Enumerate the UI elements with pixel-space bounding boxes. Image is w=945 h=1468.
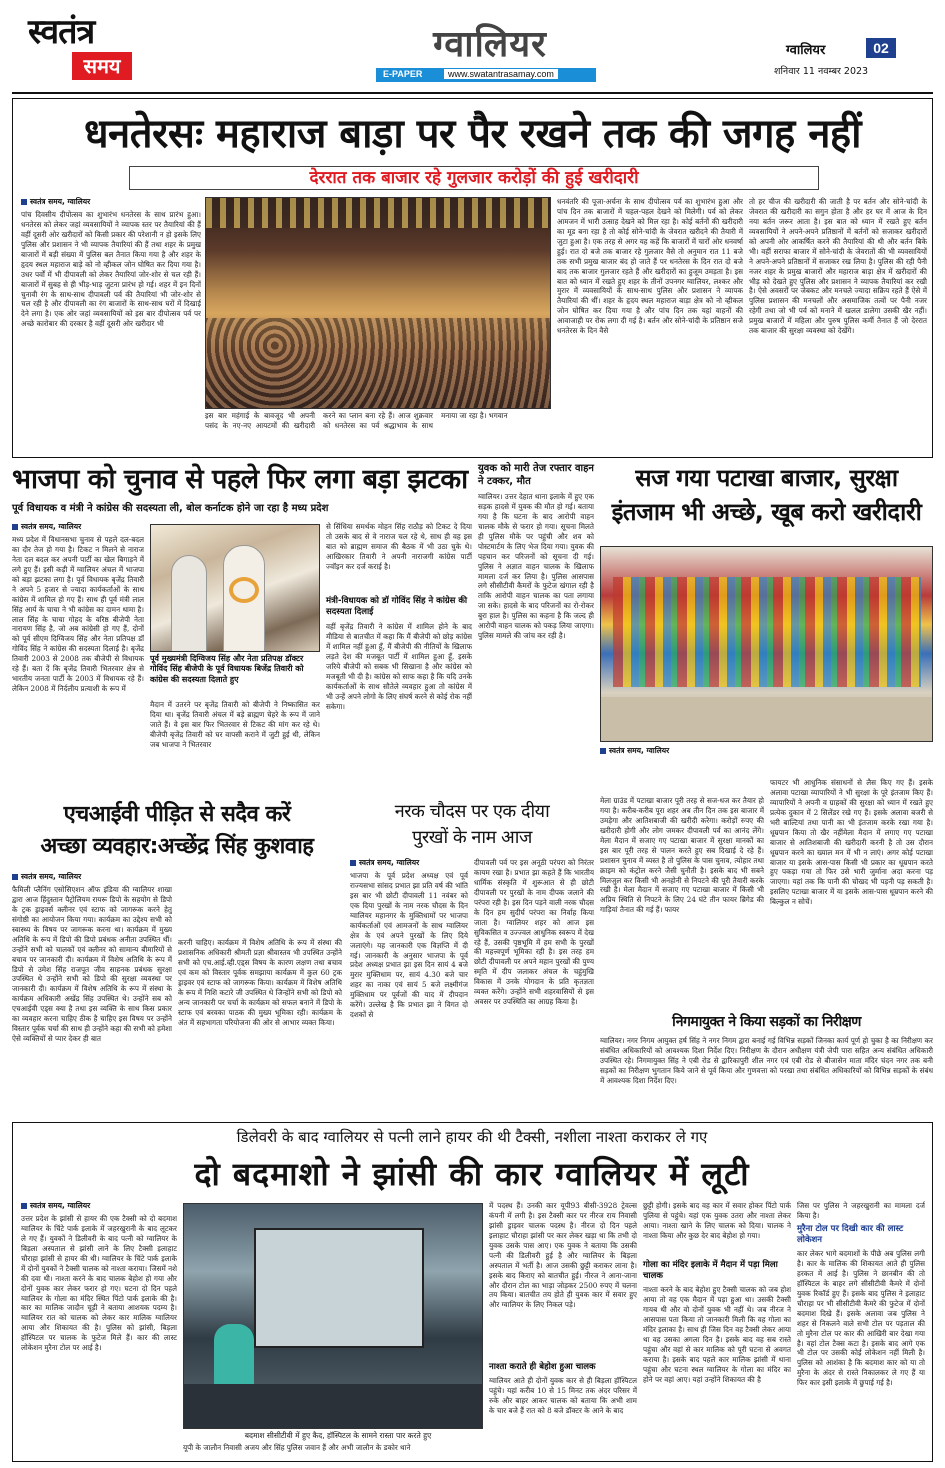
lead-byline: स्वतंत्र समय, ग्वालियर bbox=[21, 197, 201, 207]
website-link[interactable]: www.swatantrasamay.com bbox=[444, 69, 558, 79]
bjp-photo-caption: पूर्व मुख्यमंत्री दिग्विजय सिंह और नेता प्रतिपक्ष डॉक्टर गोविंद सिंह बीजेपी के पूर्व विधायक बिजेंद्र तिवारी को कांग्रेस की सदस्यता दिलाते हुए bbox=[150, 654, 304, 684]
crime-photo-cctv[interactable] bbox=[183, 1203, 483, 1429]
logo[interactable] bbox=[28, 12, 138, 82]
bjp-col3 bbox=[326, 522, 472, 794]
lead-photo-market-crowd[interactable] bbox=[205, 197, 551, 409]
crackers-story bbox=[600, 462, 933, 794]
nigam-body: ग्वालियर। नगर निगम आयुक्त हर्ष सिंह ने नगर निगम द्वारा बनाई गई विभिन्न सड़कों जिनका कार्य पूर्ण हो चुका है का निरीक्षण कर संबंधित अधिकारियों को आवश्यक दिशा निर्देश दिए। निरीक्षण के दौरान अधीक्षण यंत्री जेपी पारा सहित अन्य संबंधित अधिकारी उपस्थित रहे। निगमायुक्त सिंह ने एबी रोड से द्वारिकापुरी शील नगर एवं एबी रोड से बीजासेन माता मंदिर चंदन नगर तक बनी सड़कों का निरीक्षण भुगतान किये जाने से पूर्व किया और गुणवत्ता को परखा तथा संबंधित अधिकारियों को विभिन्न सड़कों के संबंध में आवश्यक दिशा निर्देश दिए। bbox=[600, 1036, 933, 1085]
cctv-road bbox=[184, 1384, 482, 1429]
lead-subhead: देररात तक बाजार रहे गुलजार करोड़ों की हुई खरीदारी bbox=[309, 168, 639, 188]
crime-body-2: में पदस्थ हैं। उनकी कार यूपी93 बीसी-3928 ट्रेवल्स कंपनी में लगी है। इस टैक्सी कार पर नीरज राय निवासी झांसी ड्राइवर चालक पदस्थ है। नीरज दो दिन पहले इलाहाट चौराहा झांसी पर कार लेकर खड़ा था कि तभी दो युवक उसके पास आए। एक युवक ने बताया कि उसकी पत्नी की डिलीवरी हुई है और ग्वालियर के बिड़ला अस्पताल में भर्ती है। आज उसकी छुट्टी कराकर लाना है। इसके बाद किराए को बातचीत हुई। नीरज ने आना-जाना और दौरान टोल का भाड़ा जोड़कर 2500 रुपए में चलना तय किया। बातचीत तय होते ही युवक कार में सवार हुए और ग्वालियर के लिए निकल पड़े। bbox=[489, 1201, 637, 1310]
crime-body-4b: कार लेकर भागे बदमाशों के पीछे अब पुलिस लगी है। कार के मालिक की शिकायत आते ही पुलिस हरकत में आई है। पुलिस ने छानबीन की तो हॉस्पिटल के बाहर लगे सीसीटीवी कैमरे में दोनों युवक रिकॉर्ड हुए हैं। इसके बाद पुलिस ने इलाहाट चौराहा पर भी सीसीटीवी कैमरे की फुटेज में दोनों बदमाश दिखे हैं। इसके अलावा जब पुलिस ने शहर से निकलने वाले सभी टोल पर पड़ताल की तो मुरैना टोल पर कार की आखिरी बार देखा गया है। वहां टोल टैक्स कटा है। इसके बाद आगे एक भी टोल पर उसकी कोई लोकेशन नहीं मिली है। पुलिस को आशंका है कि बदमाश कार को या तो मुरैना के अंदर से रास्ते निकालकर ले गए हैं या फिर कार इसी इलाके में छुपाई गई है। bbox=[797, 1249, 925, 1388]
crackers-headline-2[interactable]: इंतजाम भी अच्छे, खूब करो खरीदारी bbox=[611, 498, 922, 526]
crackers-counter bbox=[601, 697, 932, 742]
page-number: 02 bbox=[866, 38, 896, 58]
bjp-headline[interactable]: भाजपा को चुनाव से पहले फिर लगा बड़ा झटका bbox=[12, 464, 468, 495]
crime-body-4: जिस पर पुलिस ने जहरखुरानी का मामला दर्ज किया है। bbox=[797, 1201, 925, 1220]
lead-body-3: तो हर चीज की खरीदारी की जाती है पर बर्तन और सोने-चांदी के जेवरात की खरीदारी का सगुन होता है और हर घर में आज के दिन नया बर्तन जरूर आता है। इस बात को ध्यान में रखते हुए बर्तन व्यवसायियों ने अपने-अपने प्रतिष्ठानों में बर्तनों को सजाकर खरीदारों को अपनी ओर आकर्षित करने की तैयारियां की थी और बर्तन बिके भी। वहीं सराफा बाजार में सोने-चांदी के जेवरातों की भी व्यवसायियों ने अपने-अपने प्रतिष्ठानों में सजाकर रख लिया है। पुलिस की रही पैनी नजर शहर के प्रमुख बाजारों और महाराज बाड़ा क्षेत्र में खरीदारों की भीड़ को देखते हुए पुलिस और प्रशासन ने व्यापक तैयारियां कर रखी है। ऐसे अवसरों पर जेबकट और मनचले ज्यादा सक्रिय रहते हैं ऐसे में पुलिस प्रशासन की मनचलों और असमाजिक तत्वों पर पैनी नजर रहेगी तथा जो भी पर्व को मनाने में खलल डालेगा उसकी खैर नहीं। प्रमुख बाजारों में महिला और पुरुष पुलिस कर्मी तैनात हैं जो देररात तक बाजार की सुरक्षा व्यवस्था को देखेंगे। bbox=[749, 197, 927, 336]
bjp-photo-person-1 bbox=[171, 555, 207, 652]
nigam-brief bbox=[600, 1012, 933, 1118]
crime-body-3b: नाश्ता करने के बाद बेहोश हुए टैक्सी चालक को जब होश आया तो वह एक मैदान में पड़ा हुआ था। उसकी टैक्सी गायब थी और वो दोनों युवक भी नहीं थे। जब नीरज ने आसपास पता किया तो जानकारी मिली कि वह गोला का मंदिर इलाका है। साथ ही जिस दिन वह टैक्सी लेकर आया था वह उसका अगला दिन है। इसके बाद वह सब रास्ते पहुंचा और वहां से कार मालिक को पूरी घटना से अवगत कराया है। इसके बाद पहले कार मालिक झांसी में थाना पहुंचा और घटना स्थल ग्वालियर के गोला का मंदिर का होने पर वहां आए। यहां उन्होंने शिकायत की है bbox=[643, 1285, 791, 1384]
crime-body-2b: ग्वालियर आते ही दोनों युवक कार से ही बिड़ला हॉस्पिटल पहुंचे। यहां करीब 10 से 15 मिनट तक अंदर परिसर में रुके और बाहर आकर चालक को बताया कि अभी शाम के चार बजे हैं रात को 8 बजे डॉक्टर के आने के बाद bbox=[489, 1376, 637, 1415]
bjp-inset-heading: मंत्री-विधायक को डॉ गोविंद सिंह ने कांग्रेस की सदस्यता दिलाई bbox=[326, 596, 468, 618]
hiv-col1 bbox=[12, 872, 172, 1118]
logo-top-text: स्वतंत्र bbox=[28, 12, 95, 52]
accident-brief bbox=[478, 462, 594, 794]
lead-col1 bbox=[21, 197, 201, 452]
bjp-subhead: पूर्व विधायक व मंत्री ने कांग्रेस की सदस्यता ली, बोल कर्नाटक होने जा रहा है मध्य प्रदेश bbox=[12, 503, 329, 514]
narak-byline: स्वतंत्र समय, ग्वालियर bbox=[350, 858, 468, 868]
photo-crowd bbox=[206, 318, 550, 409]
crackers-headline-1[interactable]: सज गया पटाखा बाजार, सुरक्षा bbox=[635, 464, 898, 492]
bjp-col1 bbox=[12, 522, 144, 794]
bjp-photo-garland bbox=[229, 577, 259, 603]
crime-body-1: उत्तर प्रदेश के झांसी से हायर की एक टैक्सी को दो बदमाश ग्वालियर के चिंटे पार्क इलाके में जहरखुरानी के बाद लूटकर ले गए हैं। युवकों ने डिलीवरी के बाद पत्नी को ग्वालियर के बिड़ला अस्पताल से झांसी लाने के लिए टैक्सी इलाहाट चौराहा झांसी से हायर की थी। ग्वालियर के चिंटे पार्क इलाके में दोनों युवकों ने टैक्सी चालक को नाश्ता कराया। जिसमें नशे की दवा थी। नाश्ता करने के बाद चालक बेहोश हो गया और दोनों युवक कार लेकर फरार हो गए। घटना दो दिन पहले ग्वालियर के गोला का मंदिर स्थित पिंटो पार्क इलाके की है। कार का मालिक जादौन चूड़ी ने बताया आशयक पदम्य है। ग्वालियर रात को चालक को लेकर कार मालिक ग्वालियर आया और शिकायत की है। पुलिस को झांसी, बिड़ला हॉस्पिटल पर चालक के फुटेज मिले हैं। कार की लास्ट लोकेशन मुरैना टोल पर आई है। bbox=[21, 1214, 177, 1353]
narak-body-2: दीपावली पर्व पर इस अनूठी परंपरा को निरंतर कायम रखा है। प्रभात झा कहते हैं कि भारतीय धार्मिक संस्कृति में शुरूआत से ही छोटी दीपावली पर पुरखों के नाम दीपक जलाने की परंपरा रही है। इस दिन पड़ने वाली नरक चौदस के दिन हम सुदीर्घ परंपरा का निर्वाह किया जाता है। ग्वालियर शहर को आज इस सुविकसित व उज्ज्वल आधुनिक स्वरूप में देख रहे हैं, उसकी पृष्ठभूमि में हम सभी के पुरखों की महत्त्वपूर्ण भूमिका रही है। इस तरह हम छोटी दीपावली पर अपने महान पुरखों की पुण्य स्मृति में दीप जलाकर अंचल के चहुंमुखि विकास में उनके योगदान के प्रति कृतज्ञता व्यक्त करेंगे। उन्होंने सभी शहरवासियों से इस अवसर पर उपस्थिति का आग्रह किया है। bbox=[474, 858, 594, 1007]
crime-kicker: डिलेवरी के बाद ग्वालियर से पत्नी लाने हायर की थी टैक्सी, नशीला नाश्ता कराकर ले गए bbox=[236, 1128, 708, 1146]
crime-col2 bbox=[489, 1201, 637, 1457]
crackers-photo-shop[interactable] bbox=[600, 546, 933, 742]
bjp-story bbox=[12, 462, 472, 794]
lead-photo-caption: इस बार महंगाई के बावजूद भी अपनी पसंद के नए-नए आयटमों की खरीदारी करने का प्लान बना रहे हैं। आज शुक्रवार को धनतेरस का पर्व श्रद्धाभाव के साथ मनाया जा रहा है। भगवान bbox=[205, 411, 508, 430]
masthead bbox=[0, 0, 945, 92]
crackers-shelves bbox=[613, 577, 921, 687]
bjp-photo-joining[interactable] bbox=[150, 524, 320, 652]
narak-story bbox=[350, 800, 594, 1118]
crackers-body-2: फायटर भी आधुनिक संसाधनों से लैस किए गए हैं। इसके अलावा पटाखा व्यापारियों ने भी सुरक्षा के पूरे इंतजाम किए हैं। व्यापारियों ने अपनी व ग्राहकों की सुरक्षा को ध्यान में रखते हुए प्रत्येक दुकान में 2 सिलेंडर रखे गए हैं। इसके अलावा बजरी से भरी बाल्टियां तथा पानी का भी इंतजाम करके रखा गया है। धूम्रपान किया तो खैर नहींमेला मैदान में लगाए गए पटाखा बाजार से आतिशबाजी की खरीदारी करनी है तो उस दौरान धूम्रपान करने का ख्याल मन में भी न लाएं। अगर कोई पटाखा बाजार या इसके आस-पास किसी भी प्रकार का धूम्रपान करते हुए पकड़ा गया तो फिर उसे भारी जुर्माना अदा करना पड़ जाएगा। यहां तक कि पानी की चोखद भी पड़नी पड़ सकती है। इसलिए पटाखा बाजार में या इसके आस-पास धूम्रपान करने की बिल्कुल न सोचें। bbox=[770, 778, 933, 907]
lead-body-2: धनवंतरि की पूजा-अर्चना के साथ दीपोत्सव पर्व का शुभारंभ हुआ और पांच दिन तक बाजारों में चहल-पहल देखने को मिलेगी। पर्व को लेकर आमजन में भारी उत्साह देखने को मिल रहा है। कोई बर्तनों की खरीदारी का मूड बना रहा है तो कोई सोने-चांदी के जेवरात खरीदने की तैयारी में जुटा हुआ है। एक तरह से अगर यह कहें कि बाजारों में चारों ओर धनवर्षा हुई। रात दो बजे तक बाजार रहे गुलजार वैसे तो अनुमान रात 11 बजे तक सभी प्रमुख बाजार बंद हो जाते हैं पर धनतेरस के दिन रात दो बजे बाद तक बाजार गुलजार रहते हैं और खरीदारों का हुजूम उमड़ता है। इस बात को ध्यान में रखते हुए शहर के तीनों उपनगर ग्वालियर, लश्कर और मुरार में व्यवसायियों के साथ-साथ पुलिस और प्रशासन ने व्यापक तैयारियां की थीं। शहर के हृदय स्थल महाराज बाड़ा क्षेत्र को नो व्हीकल जोन घोषित कर दिया गया है और पांच दिन तक यहां वाहनों की आवाजाही पर रोक लगा दी गई है। बर्तन और सोने-चांदी के प्रतिष्ठान सजे धनतेरस के दिन वैसे bbox=[557, 197, 743, 336]
crime-headline[interactable]: दो बदमाशो ने झांसी की कार ग्वालियर में लूटी bbox=[194, 1155, 750, 1193]
crackers-body-1: मेला ग्राउंड में पटाखा बाजार पूरी तरह से सज-धज कर तैयार हो गया है। करीब-करीब पूरा शहर अब तीन दिन तक इस बाजार में उमड़ेगा और आतिशबाजी की खरीदी करेगा। करोड़ों रुपए की खरीदारी होगी और लोग जमकर दीपावली पर्व का आनंद लेंगे। मेला मैदान में सजाए गए पटाखा बाजार में सुरक्षा मानकों का इस बार पूरी तरह से पालन करते हुए सब दिखाई दे रहे हैं। प्रशासन चुनाव में व्यस्त है तो पुलिस के पास चुनाव, त्योहार तथा क्राइम को कंट्रोल करने जैसी चुनौती है। इसके बाद भी सबने मिलजुल कर किसी भी अनहोनी से निपटने की पूरी तैयारी करके रखी है। मेला मैदान में सजाए गए पटाखा बाजार में किसी भी अप्रिय स्थिति से निपटने के लिए 24 घंटे तीन फायर ब्रिगेड की गाड़ियां तैनात की गई हैं। फायर bbox=[600, 796, 764, 915]
crime-subhead-1: नाश्ता कराते ही बेहोश हुआ चालक bbox=[489, 1362, 596, 1372]
edition-name: ग्वालियर bbox=[786, 43, 826, 58]
accident-body: ग्वालियर। उत्तर देहात थाना इलाके में हुए एक सड़क हादसे में युवक की मौत हो गई। बताया गया है कि घटना के बाद आरोपी वाहन चालक मौके से फरार हो गया। सूचना मिलते ही पुलिस मौके पर पहुंची और शव को पोस्टमार्टम के लिए भेज दिया गया। युवक की पहचान कर परिजनों को सूचना दी गई। पुलिस ने अज्ञात वाहन चालक के खिलाफ मामला दर्ज कर लिया है। पुलिस आसपास लगे सीसीटीवी कैमरों के फुटेज खंगाल रही है ताकि आरोपी वाहन चालक का पता लगाया जा सके। हादसे के बाद परिजनों का रो-रोकर बुरा हाल है। पुलिस का कहना है कि जल्द ही आरोपी वाहन चालक को पकड़ लिया जाएगा। पुलिस मामले की जांच कर रही है। bbox=[478, 492, 594, 641]
crime-photo-caption: बदमाश सीसीटीवी में हुए कैद, हॉस्पिटल के सामने रास्ता पार करते हुए bbox=[244, 1431, 432, 1440]
crime-col1 bbox=[21, 1201, 177, 1457]
narak-headline-1[interactable]: नरक चौदस पर एक दीया bbox=[394, 801, 550, 822]
crime-subhead-2: गोला का मंदिर इलाके में मैदान में पड़ा मिला चालक bbox=[643, 1260, 778, 1282]
accident-headline[interactable]: युवक को मारी तेज रफ्तार वाहन ने टक्कर, मौत bbox=[478, 463, 594, 487]
epaper-label: E-PAPER bbox=[383, 69, 423, 79]
crime-story bbox=[12, 1122, 933, 1462]
masthead-rule bbox=[12, 92, 933, 94]
bjp-byline: स्वतंत्र समय, ग्वालियर bbox=[12, 522, 144, 532]
hiv-byline: स्वतंत्र समय, ग्वालियर bbox=[12, 872, 172, 882]
hiv-body-1: फैमिली प्लैनिंग एसोसिएशन ऑफ इंडिया की ग्वालियर शाखा द्वारा आज हिंदुस्तान पैट्रोलियम रायरू डिपो के सहयोग से डिपो के ट्रक ड्राइवर्स क्लीनर एवं स्टाफ को जागरूक करने हेतु संगोष्ठी का आयोजन किया गया। कार्यक्रम का उद्देश्य सभी को स्वास्थ्य के विषय पर जागरूक करना था। कार्यक्रम में मुख्य अतिथि के रूप में डिपो की डिपो प्रबंधक अनीता उपस्थित थीं। उन्होंने सभी को चालकों एवं क्लीनर को सामान्य बीमारियों से बचाव पर जानकारी दी। कार्यक्रम में विशेष अतिथि के रूप में डिपो से उमेश सिंह राजपूत जीव साहनक प्रबंधक सुरक्षा उपस्थित थे उन्होंने सभी को डिपो की सुरक्षा व्यवस्था पर जानकारी दी। कार्यक्रम में विशेष अतिथि के रूप में संस्था के कार्यक्रम अधिकारी अखेंद्र सिंह उपस्थित थे। उन्होंने सब को एचआईवी एड्स क्या है तथा इस व्यक्ति के साथ किस प्रकार का व्यवहार करना चाहिए ठीक है चाहिए इस विषय पर उन्होंने विस्तार पूर्वक चर्चा की साथ ही उन्होंने कहा की सभी को हमेशा ऐसे व्यक्तियों से प्यार देकर ही बात bbox=[12, 885, 172, 1044]
crackers-byline: स्वतंत्र समय, ग्वालियर bbox=[600, 746, 669, 756]
logo-bottom-text: समय bbox=[72, 52, 132, 80]
lead-story bbox=[12, 98, 933, 458]
hiv-story bbox=[12, 800, 342, 1118]
crime-col4 bbox=[797, 1201, 925, 1457]
hiv-headline-2[interactable]: अच्छा व्यवहार:अच्छेंद्र सिंह कुशवाह bbox=[40, 834, 314, 859]
bjp-body-2: मैदान में उतरने पर बृजेंद्र तिवारी को बीजेपी ने निष्कासित कर दिया था। बृजेंद्र तिवारी अंचल में बड़े ब्राह्मण चेहरे के रूप में जाने जाते हैं। वे इस बार फिर भितरवार से टिकट की मांग कर रहे थे। बीजेपी बृजेंद्र तिवारी को घर वापसी कराने में जुटी हुई थी, लेकिन जब भाजपा ने भितरवार bbox=[150, 700, 320, 749]
bjp-body-4: वहीं बृजेंद्र तिवारी ने कांग्रेस में शामिल होने के बाद मीडिया से बातचीत में कहा कि मैं बीजेपी को छोड़ कांग्रेस में शामिल नहीं हुआ हूँ, मैं बीजेपी की नीतियों के खिलाफ लड़ते देश की मजबूत पार्टी में शामिल हुआ हूँ, इसके जरिये बीजेपी को सबक भी सिखाना है और कांग्रेस को मजबूती भी दी है। कांग्रेस को साफ कहा है कि यदि उनके कार्यकर्ताओं के साथ सौतेले व्यवहार हुआ तो कांग्रेस में भी उन्हें अपने लोगो के लिए संघर्ष करने से कोई रोक नहीं सकेगा। bbox=[326, 622, 472, 711]
bjp-body-3: से सिंधिया समर्थक मोहन सिंह राठौड़ को टिकट दे दिया तो उसके बाद से वे नाराज चल रहे थे, साथ ही वह इस बात को ब्राह्मण समाज की बैठक में भी उठा चुके थे। आखिरकार तिवारी ने अपनी नाराजगी कांग्रेस पार्टी ज्वॉइन कर दर्ज कराई है। bbox=[326, 522, 472, 571]
lead-headline[interactable]: धनतेरसः महाराज बाड़ा पर पैर रखने तक की जगह नहीं bbox=[83, 111, 862, 157]
hiv-headline-1[interactable]: एचआईवी पीड़ित से सदैव करें bbox=[63, 802, 291, 827]
narak-headline-2[interactable]: पुरखों के नाम आज bbox=[412, 827, 532, 848]
hiv-body-2: करनी चाहिए। कार्यक्रम में विशेष अतिथि के रूप में संस्था की प्रशासनिक अधिकारी श्रीमती प्रज्ञा श्रीवास्तव भी उपस्थित उन्होंने सभी को एच.आई.व्ही.एड्स विषय के कारण लक्षण तथा बचाव एवं कम को विस्तार पूर्वक समझाया कार्यक्रम में कुल 60 ट्रक ड्राइवर एवं स्टाफ को जागरूक किया। कार्यक्रम में विशेष अतिथि के रूप में निशि कटारे जी उपस्थित थे जिन्होंने सभी को डिपो को अन्य जानकारी पर चर्चा के कार्यक्रम को सफल बनाने में डिपो के स्टाफ एवं बरवका पाठक की मुख्य भूमिका रही। कार्यक्रम के अंत में सहभागता परियोजना की ओर से आभार व्यक्त किया। bbox=[178, 938, 342, 1027]
issue-date: शनिवार 11 नवम्बर 2023 bbox=[774, 66, 869, 77]
nigam-headline[interactable]: निगमायुक्त ने किया सड़कों का निरीक्षण bbox=[672, 1014, 861, 1030]
narak-col1 bbox=[350, 858, 468, 1118]
bjp-body-1: मध्य प्रदेश में विधानसभा चुनाव से पहले दल-बदल का दौर तेज हो गया है। टिकट न मिलने से नाराज नेता दल बदल कर अपनी पार्टी का खेल बिगाड़ने में लगे हुए हैं। इसी कड़ी में ग्वालियर अंचल में भाजपा को बड़ा झटका लगा है। पूर्व विधायक बृजेंद्र तिवारी ने अपने 5 हजार से ज्यादा कार्यकर्ताओं के साथ कांग्रेस में शामिल हो गए हैं। साथ ही पूर्व मंत्री लाल सिंह आर्य के चाचा ने भी कांग्रेस का दामन थामा है। लाल सिंह के चाचा गोहद के वरिष्ठ बीजेपी नेता नारायण सिंह है, जो अब कांग्रेसी हो गए हैं, दोनों को पूर्व सीएम दिग्विजय सिंह और नेता प्रतिपक्ष डॉ गोविंद सिंह ने कांग्रेस की सदस्यता दिलाई है। बृजेंद्र तिवारी 2003 से 2008 तक बीजेपी से विधायक रहे हैं। बता दें कि बृजेंद्र तिवारी भितरवार क्षेत्र से भारतीय जनता पार्टी के 2003 में विधायक रहे हैं। लेकिन 2008 में निर्दलीय प्रत्याशी के रूप में bbox=[12, 535, 144, 694]
lead-body-1: पांच दिवसीय दीपोत्सव का शुभारंभ धनतेरस के साथ प्रारंभ हुआ। धनतेरस को लेकर जहां व्यवसायियों ने व्यापक स्तर पर तैयारियां की हैं वहीं दूसरी ओर खरीदारों को किसी प्रकार की परेशानी न हो इसके लिए पुलिस और प्रशासन ने भी व्यापक तैयारियां की हैं तथा शहर के प्रमुख बाजारों में बड़ी संख्या में पुलिस बल तैनात किया गया है और शहर के हृदय स्थल महाराज बाड़े को नो व्हीकल जोन घोषित कर दिया गया है। उधर पर्वों में भी दीपावली को लेकर तैयारियां जोर-शोर से चल रही हैं। बाजारों में सुबह से ही भीड़-भाड़ जुटना प्रारंभ हो गई। शहर में इन दिनों चुनावी रंग के साथ-साथ दीपावली पर्व की तैयारियां भी जोर-शोर से चल रही है और दीपावली का रंग बाजारों के साथ-साथ घरों में दिखाई देने लगा है। एक ओर जहां व्यवसायियों को इस बार दीपोत्सव पर्व पर अच्छे कारोबार की दरकार है वहीं दूसरी ओर खरीदार भी bbox=[21, 210, 201, 329]
city-title: ग्वालियर bbox=[433, 24, 547, 65]
crime-byline: स्वतंत्र समय, ग्वालियर bbox=[21, 1201, 177, 1211]
cctv-vehicle bbox=[254, 1228, 424, 1348]
crime-under-photo: यूपी के जालौन निवासी अजय और सिंह पुलिस जवान हैं और अभी जालौन के डकोर थाने bbox=[183, 1443, 411, 1452]
narak-body-1: भाजपा के पूर्व प्रदेश अध्यक्ष एवं पूर्व राज्यसभा सांसद प्रभात झा प्रति वर्ष की भांति इस बार भी छोटी दीपावली 11 नवंबर को एक दिया पुरखों के नाम नरक चौदस के दिन ग्वालियर महानगर के मुक्तिधामों पर भाजपा कार्यकर्ताओं एवं आमजनों के साथ ग्वालियर क्षेत्र के एवं अपने पुरखों के लिए दिये जलाएंगे। यह जानकारी एक विज्ञप्ति में दी गई। जानकारी के अनुसार भाजपा के पूर्व प्रदेश अध्यक्ष प्रभात झा इस दिन सायं 4 बजे मुरार मुक्तिधाम पर, सायं 4.30 बजे चार शहर का नाका एवं सायं 5 बजे लक्ष्मीगंज मुक्तिधाम पर पूर्वजों की याद में दीपदान करेंगे। उल्लेख है कि प्रभात झा ने विगत दो दशकों से bbox=[350, 871, 468, 1020]
crime-subhead-3: मुरैना टोल पर दिखी कार की लास्ट लोकेशन bbox=[797, 1224, 904, 1246]
crime-body-3: छुट्टी होगी। इसके बाद वह कार में सवार होकर पिंटो पार्क पुलिया से पहुंचे। यहां एक युवक उतरा और नाश्ता लेकर आया। नाश्ता खाने के लिए चालक को दिया। चालक ने नाश्ता किया और कुछ देर बाद बेहोश हो गया। bbox=[643, 1201, 791, 1240]
crime-col3 bbox=[643, 1201, 791, 1457]
photo-light-strip bbox=[206, 198, 550, 228]
